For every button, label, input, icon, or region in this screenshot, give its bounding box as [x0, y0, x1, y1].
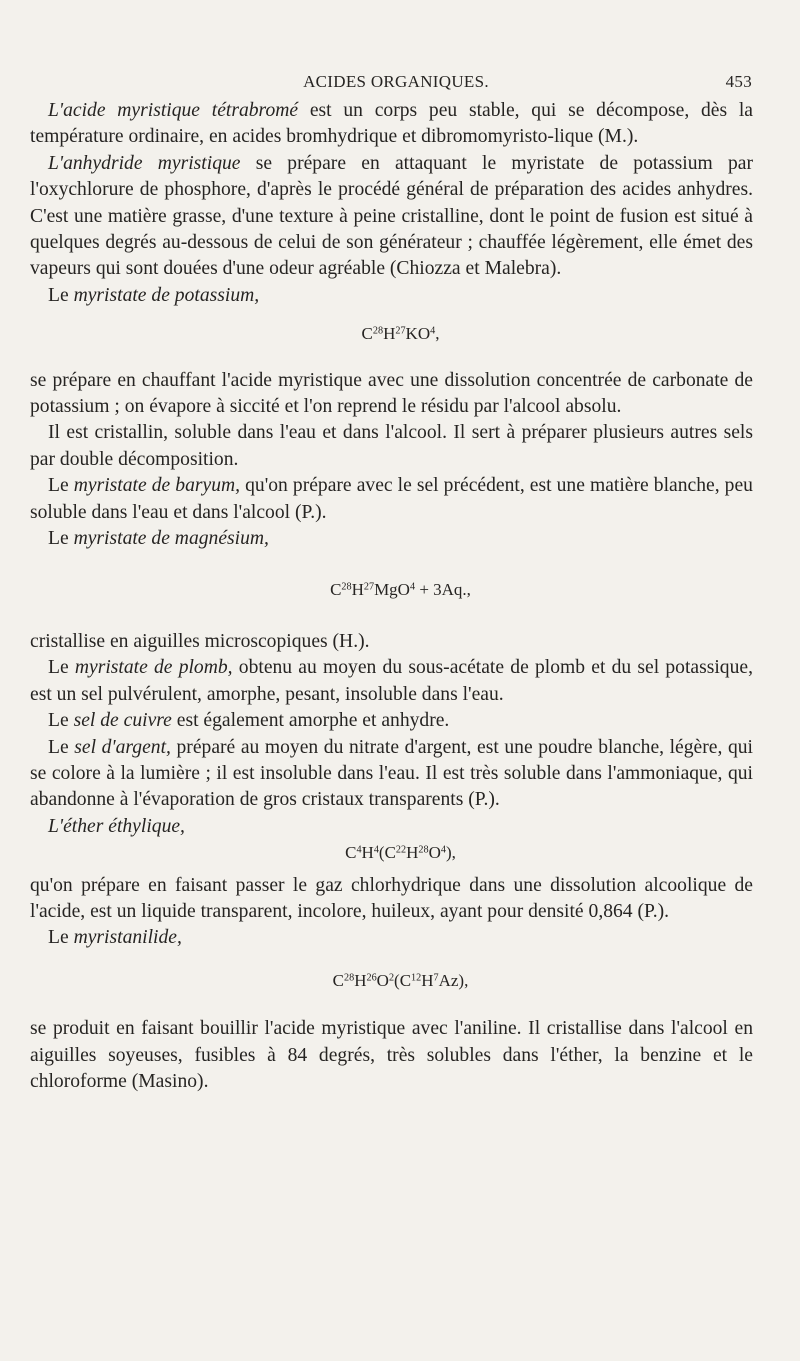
- paragraph-tetrabromo-acid: [30, 98, 753, 151]
- paragraph-lead-salt: [30, 655, 753, 708]
- lead: Le: [48, 927, 74, 949]
- paragraph-text: préparé au moyen du nitrate d'argent, est une poudre blanche, légère, qui se colore à la lumière ; il est insoluble dans l'eau. Il est très soluble dans l'ammoniaque, qui abandonne à l'évaporation de gros cristaux transparents (P.).: [30, 736, 753, 811]
- paragraph-magnesium-salt: [30, 526, 753, 552]
- term: myristate de magnésium,: [73, 528, 269, 550]
- paragraph-text: se prépare en chauffant l'acide myristique avec une dissolution concentrée de carbonate de potassium ; on évapore à siccité et l'on reprend le résidu par l'alcool absolu.: [30, 369, 753, 418]
- lead: Le: [48, 284, 74, 306]
- paragraph-potassium-salt: [30, 283, 753, 309]
- term: sel de cuivre: [73, 710, 172, 732]
- formula-anilide: $C^{28}H^{26}O^2(C^{12}H^7Az)$,: [332, 970, 469, 990]
- paragraph-copper-salt: [30, 708, 753, 734]
- paragraph-anilide: [30, 925, 753, 951]
- paragraph-text: qu'on prépare avec le sel précédent, est une matière blanche, peu soluble dans l'eau et dans l'alcool (P.).: [30, 475, 753, 523]
- term: myristate de potassium,: [73, 284, 260, 306]
- page-number: 453: [725, 72, 752, 91]
- paragraph-text: est également amorphe et anhydre.: [171, 710, 450, 732]
- lead: Le: [48, 710, 74, 732]
- term: L'anhydride myristique: [48, 152, 241, 174]
- lead: Le: [48, 657, 75, 679]
- page-body: [30, 98, 753, 1095]
- lead: Le: [48, 475, 74, 497]
- term: myristanilide,: [73, 927, 182, 949]
- lead: Le: [48, 528, 74, 550]
- paragraph-text: cristallise en aiguilles microscopiques (H.).: [30, 630, 370, 652]
- running-header: [40, 72, 752, 96]
- lead: Le: [48, 736, 75, 758]
- term: myristate de baryum,: [73, 475, 241, 497]
- header-title: ACIDES ORGANIQUES.: [303, 72, 489, 91]
- paragraph-ethyl-ether: [30, 814, 753, 840]
- paragraph-text: est un corps peu stable, qui se décompose, dès la température ordinaire, en acides bromhydrique et dibromomyristo-lique (M.).: [30, 100, 753, 148]
- paragraph-text: se prépare en attaquant le myristate de potassium par l'oxychlorure de phosphore, d'après le procédé général de préparation des acides anhydres. C'est une matière grasse, d'une texture à peine cristalline, dont le point de fusion est situé à quelques degrés au-dessous de celui de son générateur ; chauffée légèrement, elle émet des vapeurs qui sont douées d'une odeur agréable (Chiozza et Malebra).: [30, 152, 753, 280]
- paragraph-anhydride: [30, 151, 753, 283]
- formula-potassium: $C^{28}H^{27}KO^4$,: [361, 324, 440, 344]
- paragraph-text: se produit en faisant bouillir l'acide myristique avec l'aniline. Il cristallise dans l'alcool en aiguilles soyeuses, fusibles à 84 degrés, très solubles dans l'éther, la benzine et le chloroforme (Masino).: [30, 1018, 753, 1092]
- term: sel d'argent,: [74, 736, 171, 758]
- term: L'acide myristique tétrabromé: [48, 100, 299, 121]
- paragraph-text: qu'on prépare en faisant passer le gaz chlorhydrique dans une dissolution alcoolique de l'acide, est un liquide transparent, incolore, huileux, ayant pour densité 0,864 (P.).: [30, 874, 753, 922]
- paragraph-barium-salt: [30, 473, 753, 526]
- term: L'éther éthylique,: [48, 815, 185, 837]
- term: myristate de plomb,: [74, 657, 233, 679]
- paragraph-crystalline: Il est cristallin, soluble dans l'eau et dans l'alcool. Il sert à préparer plusieurs autres sels par double décomposition.: [30, 422, 753, 470]
- formula-magnesium: $C^{28}H^{27}MgO^4 + 3Aq$.,: [330, 579, 471, 599]
- formula-ethyl-ether: $C^4H^4(C^{22}H^{28}O^4)$,: [345, 843, 456, 863]
- paragraph-text: obtenu au moyen du sous-acétate de plomb et du sel potassique, est un sel pulvérulent, amorphe, pesant, insoluble dans l'eau.: [30, 657, 753, 705]
- paragraph-silver-salt: [30, 735, 753, 814]
